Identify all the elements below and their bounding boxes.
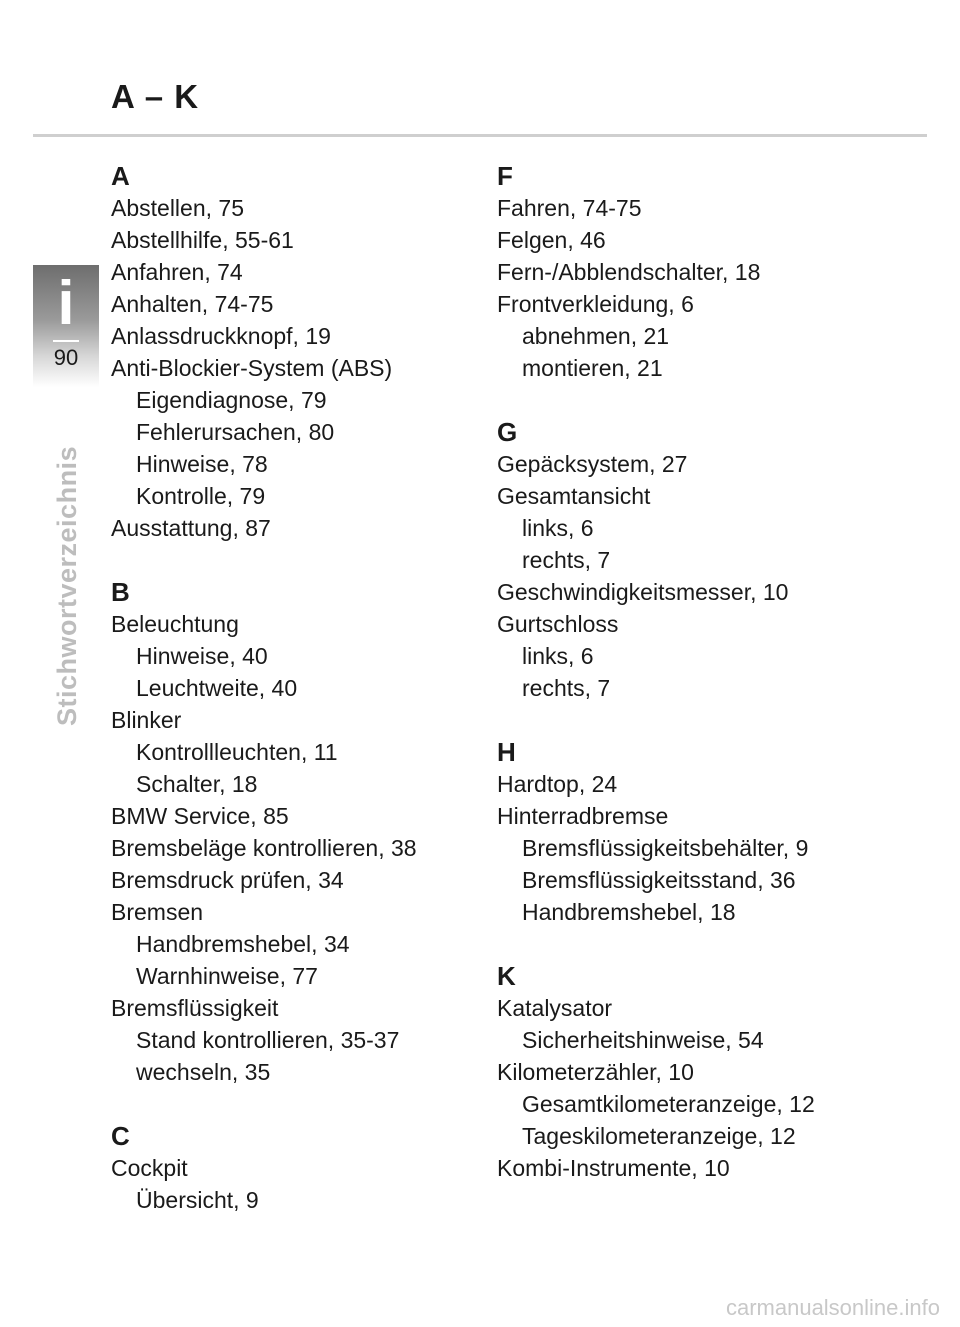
index-entry: Anfahren, 74 (111, 259, 243, 285)
index-entry: Beleuchtung (111, 611, 239, 637)
index-subentry: links, 6 (522, 515, 594, 541)
index-subentry: rechts, 7 (522, 675, 611, 701)
index-letter: F (497, 161, 513, 191)
index-entry: Gurtschloss (497, 611, 619, 637)
index-subentry: Kontrollleuchten, 11 (136, 739, 338, 765)
index-entry: BMW Service, 85 (111, 803, 289, 829)
index-subentry: Bremsflüssigkeitsbehälter, 9 (522, 835, 809, 861)
index-subentry: Handbremshebel, 34 (136, 931, 350, 957)
group-gap (497, 928, 897, 958)
group-gap (111, 1088, 511, 1118)
index-letter: A (111, 161, 130, 191)
index-entry: Gepäcksystem, 27 (497, 451, 688, 477)
index-column-right (497, 158, 897, 1184)
index-entry: Bremsen (111, 899, 204, 925)
info-icon: i (57, 269, 75, 338)
index-subentry: Kontrolle, 79 (136, 483, 266, 509)
tab-divider (53, 340, 79, 342)
index-entry: Fern-/Abblendschalter, 18 (497, 259, 761, 285)
index-subentry: Hinweise, 78 (136, 451, 268, 477)
index-subentry: Handbremshebel, 18 (522, 899, 736, 925)
index-entry: Bremsflüssigkeit (111, 995, 279, 1021)
index-subentry: Fehlerursachen, 80 (136, 419, 335, 445)
index-subentry: Hinweise, 40 (136, 643, 268, 669)
index-subentry: Eigendiagnose, 79 (136, 387, 327, 413)
index-entry: Abstellen, 75 (111, 195, 244, 221)
group-gap (111, 544, 511, 574)
index-entry: Hinterradbremse (497, 803, 669, 829)
index-subentry: Schalter, 18 (136, 771, 258, 797)
index-entry: Kilometerzähler, 10 (497, 1059, 694, 1085)
index-column-left (111, 158, 511, 1216)
index-subentry: Übersicht, 9 (136, 1187, 259, 1213)
index-entry: Anhalten, 74-75 (111, 291, 274, 317)
index-entry: Gesamtansicht (497, 483, 651, 509)
index-subentry: Tageskilometeranzeige, 12 (522, 1123, 796, 1149)
section-label: Stichwortverzeichnis (52, 445, 82, 726)
index-subentry: wechseln, 35 (136, 1059, 271, 1085)
index-subentry: montieren, 21 (522, 355, 663, 381)
index-subentry: abnehmen, 21 (522, 323, 670, 349)
index-entry: Geschwindigkeitsmesser, 10 (497, 579, 789, 605)
index-entry: Cockpit (111, 1155, 188, 1181)
header-divider (33, 134, 927, 137)
chapter-tab (33, 265, 99, 387)
index-subentry: Leuchtweite, 40 (136, 675, 298, 701)
index-entry: Hardtop, 24 (497, 771, 618, 797)
index-entry: Ausstattung, 87 (111, 515, 271, 541)
index-entry: Frontverkleidung, 6 (497, 291, 694, 317)
index-entry: Blinker (111, 707, 182, 733)
index-letter: G (497, 417, 518, 447)
index-entry: Fahren, 74-75 (497, 195, 642, 221)
index-subentry: Warnhinweise, 77 (136, 963, 318, 989)
index-entry: Anlassdruckknopf, 19 (111, 323, 331, 349)
group-gap (497, 704, 897, 734)
index-letter: K (497, 961, 516, 991)
watermark: carmanualsonline.info (725, 1295, 940, 1320)
group-gap (497, 384, 897, 414)
page-number: 90 (53, 345, 79, 370)
index-letter: H (497, 737, 516, 767)
index-letter: C (111, 1121, 130, 1151)
index-entry: Abstellhilfe, 55-61 (111, 227, 294, 253)
index-entry: Bremsdruck prüfen, 34 (111, 867, 344, 893)
index-entry: Katalysator (497, 995, 613, 1021)
index-subentry: links, 6 (522, 643, 594, 669)
index-subentry: Sicherheitshinweise, 54 (522, 1027, 764, 1053)
page-title: A – K (111, 78, 200, 115)
index-entry: Felgen, 46 (497, 227, 606, 253)
index-entry: Bremsbeläge kontrollieren, 38 (111, 835, 417, 861)
index-subentry: Bremsflüssigkeitsstand, 36 (522, 867, 796, 893)
index-entry: Anti-Blockier-System (ABS) (111, 355, 393, 381)
index-letter: B (111, 577, 130, 607)
index-subentry: rechts, 7 (522, 547, 611, 573)
index-subentry: Gesamtkilometeranzeige, 12 (522, 1091, 815, 1117)
section-label-wrap (52, 416, 92, 726)
index-entry: Kombi-Instrumente, 10 (497, 1155, 730, 1181)
index-subentry: Stand kontrollieren, 35-37 (136, 1027, 400, 1053)
